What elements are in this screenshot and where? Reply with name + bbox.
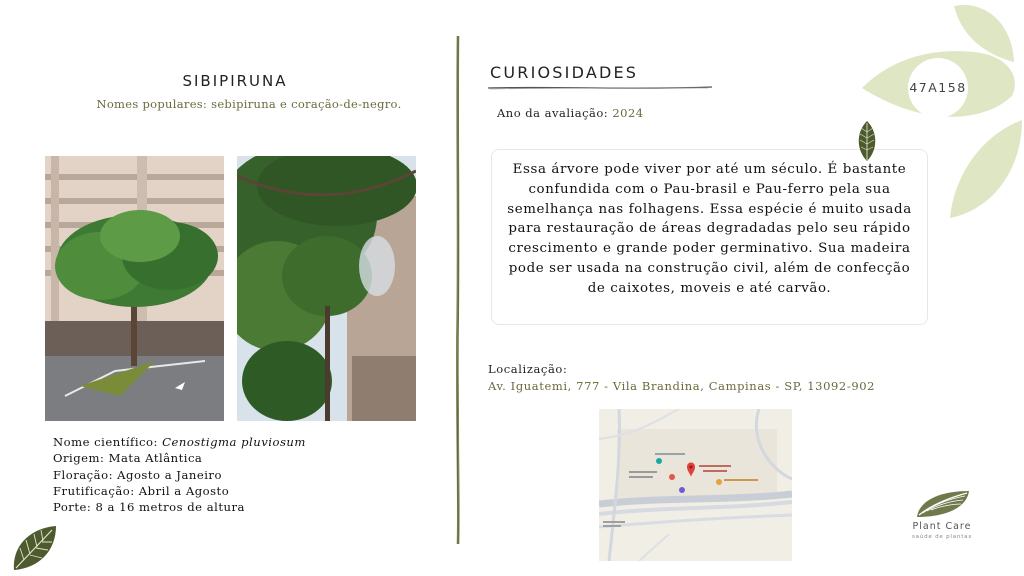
tree-photo-building xyxy=(45,156,224,421)
curiosities-text: Essa árvore pode viver por até um século. É bastante confundida com o Pau-brasil e Pau-ferro pela sua semelhança nas folhagens. Essa espécie é muito usada para restauração de áreas degradadas pelo seu rápido crescimento e grande poder germinativo. Sua madeira pode ser usada na construção civil, além de confecção de caixotes, moveis e até carvão. xyxy=(507,162,912,296)
curiosities-title: CURIOSIDADES xyxy=(490,63,639,82)
fact-flowering: Floração: Agosto a Janeiro xyxy=(53,467,222,482)
location-map[interactable] xyxy=(599,409,792,561)
species-title: SIBIPIRUNA xyxy=(182,72,288,90)
fact-scientific-name: Nome científico: Cenostigma pluviosum xyxy=(53,435,306,449)
title-underline xyxy=(488,84,712,92)
column-divider xyxy=(452,36,464,544)
leaf-icon xyxy=(10,522,60,572)
fact-origin: Origem: Mata Atlântica xyxy=(53,451,203,466)
species-facts xyxy=(53,434,306,515)
leaf-icon xyxy=(862,0,1024,230)
assessment-year: Ano da avaliação: 2024 xyxy=(497,106,644,120)
popular-names: Nomes populares: sebipiruna e coração-de-negro. xyxy=(96,97,402,111)
location-address: Av. Iguatemi, 777 - Vila Brandina, Campinas - SP, 13092-902 xyxy=(488,379,876,393)
leaf-icon xyxy=(856,120,878,162)
tree-photo-canopy xyxy=(237,156,416,421)
logo-name: Plant Care xyxy=(912,521,972,532)
fact-fruiting: Frutificação: Abril a Agosto xyxy=(53,483,230,498)
logo-subtitle: saúde de plantas xyxy=(911,534,973,540)
location-label: Localização: xyxy=(488,362,568,376)
plant-care-logo xyxy=(905,487,981,521)
tree-code: 47A158 xyxy=(909,80,967,95)
fact-size: Porte: 8 a 16 metros de altura xyxy=(53,500,245,515)
